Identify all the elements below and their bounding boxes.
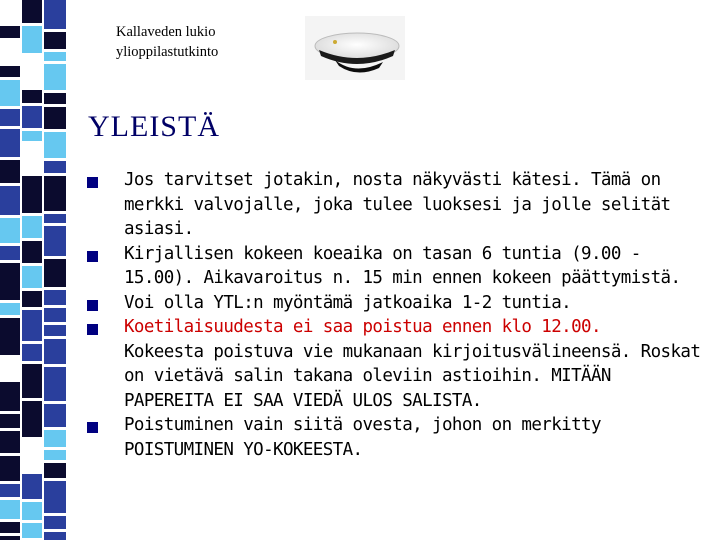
mosaic-block bbox=[0, 109, 20, 126]
mosaic-block bbox=[0, 0, 20, 23]
mosaic-block bbox=[44, 450, 66, 460]
mosaic-block bbox=[22, 56, 42, 87]
mosaic-block bbox=[0, 358, 20, 379]
bullet-text: Jos tarvitset jotakin, nosta näkyvästi kätesi. Tämä on merkki valvojalle, joka tulee luoksesi ja jolle selität asiasi. bbox=[124, 170, 671, 239]
mosaic-block bbox=[44, 64, 66, 90]
mosaic-block bbox=[22, 106, 42, 128]
bullet-continuation: Kokeesta poistuva vie mukanaan kirjoitusvälineensä. Roskat on vietävä salin takana oleviin astioihin. MITÄÄN PAPEREITA EI SAA VIEDÄ ULOS SALISTA. bbox=[124, 341, 701, 411]
mosaic-block bbox=[22, 26, 42, 53]
mosaic-block bbox=[44, 290, 66, 305]
mosaic-block bbox=[44, 132, 66, 158]
mosaic-block bbox=[0, 218, 20, 243]
square-bullet-icon bbox=[87, 422, 98, 433]
mosaic-block bbox=[0, 456, 20, 481]
mosaic-block bbox=[44, 532, 66, 540]
mosaic-block bbox=[0, 246, 20, 260]
list-item bbox=[86, 291, 706, 316]
mosaic-block bbox=[44, 226, 66, 256]
bullet-list bbox=[86, 168, 706, 462]
mosaic-block bbox=[0, 536, 20, 540]
mosaic-block bbox=[0, 522, 20, 533]
mosaic-block bbox=[22, 144, 42, 173]
mosaic-block bbox=[44, 463, 66, 478]
mosaic-block bbox=[44, 516, 66, 529]
mosaic-block bbox=[22, 241, 42, 263]
mosaic-block bbox=[44, 308, 66, 322]
mosaic-block bbox=[0, 414, 20, 428]
mosaic-block bbox=[0, 160, 20, 183]
mosaic-block bbox=[22, 474, 42, 499]
mosaic-block bbox=[22, 0, 42, 23]
mosaic-block bbox=[22, 364, 42, 398]
mosaic-block bbox=[44, 325, 66, 336]
mosaic-block bbox=[44, 93, 66, 104]
mosaic-block bbox=[22, 310, 42, 341]
mosaic-block bbox=[0, 500, 20, 519]
bullet-text: Poistuminen vain siitä ovesta, johon on merkitty POISTUMINEN YO-KOKEESTA. bbox=[124, 415, 601, 460]
mosaic-block bbox=[22, 344, 42, 361]
list-item bbox=[86, 242, 706, 291]
mosaic-block bbox=[22, 90, 42, 103]
mosaic-block bbox=[0, 484, 20, 497]
mosaic-block bbox=[44, 430, 66, 447]
mosaic-block bbox=[44, 107, 66, 129]
page-title: YLEISTÄ bbox=[88, 110, 220, 143]
square-bullet-icon bbox=[87, 300, 98, 311]
mosaic-block bbox=[22, 266, 42, 288]
mosaic-block bbox=[22, 523, 42, 538]
mosaic-block bbox=[0, 41, 20, 63]
mosaic-block bbox=[44, 259, 66, 287]
mosaic-block bbox=[44, 367, 66, 401]
mosaic-block bbox=[0, 80, 20, 106]
square-bullet-icon bbox=[87, 324, 98, 335]
mosaic-block bbox=[44, 176, 66, 211]
mosaic-block bbox=[22, 401, 42, 437]
highlighted-rule: Koetilaisuudesta ei saa poistua ennen klo 12.00. bbox=[124, 317, 601, 337]
student-cap-image bbox=[305, 16, 405, 80]
school-header bbox=[116, 22, 218, 62]
mosaic-block bbox=[44, 161, 66, 173]
list-item bbox=[86, 413, 706, 462]
mosaic-block bbox=[44, 52, 66, 61]
mosaic-block bbox=[0, 263, 20, 300]
mosaic-block bbox=[0, 129, 20, 157]
mosaic-block bbox=[22, 502, 42, 520]
square-bullet-icon bbox=[87, 177, 98, 188]
school-name: Kallaveden lukio bbox=[116, 24, 216, 40]
bullet-text: Kirjallisen kokeen koeaika on tasan 6 tuntia (9.00 - 15.00). Aikavaroitus n. 15 min ennen kokeen päättymistä. bbox=[124, 243, 681, 288]
list-item bbox=[86, 168, 706, 242]
square-bullet-icon bbox=[87, 251, 98, 262]
mosaic-block bbox=[0, 186, 20, 215]
decorative-strip bbox=[0, 0, 68, 540]
mosaic-block bbox=[0, 431, 20, 453]
mosaic-block bbox=[22, 440, 42, 471]
mosaic-block bbox=[44, 404, 66, 427]
mosaic-block bbox=[22, 291, 42, 307]
exam-name: ylioppilastutkinto bbox=[116, 44, 219, 60]
mosaic-block bbox=[0, 66, 20, 77]
list-item bbox=[86, 315, 706, 413]
bullet-text: Voi olla YTL:n myöntämä jatkoaika 1-2 tuntia. bbox=[124, 292, 572, 313]
mosaic-block bbox=[44, 32, 66, 49]
mosaic-block bbox=[44, 214, 66, 223]
mosaic-block bbox=[22, 216, 42, 238]
mosaic-block bbox=[0, 26, 20, 38]
mosaic-block bbox=[44, 481, 66, 513]
mosaic-block bbox=[22, 176, 42, 213]
mosaic-block bbox=[0, 318, 20, 355]
mosaic-block bbox=[0, 303, 20, 315]
mosaic-block bbox=[44, 0, 66, 29]
mosaic-block bbox=[22, 131, 42, 141]
mosaic-block bbox=[44, 339, 66, 364]
mosaic-block bbox=[0, 382, 20, 411]
